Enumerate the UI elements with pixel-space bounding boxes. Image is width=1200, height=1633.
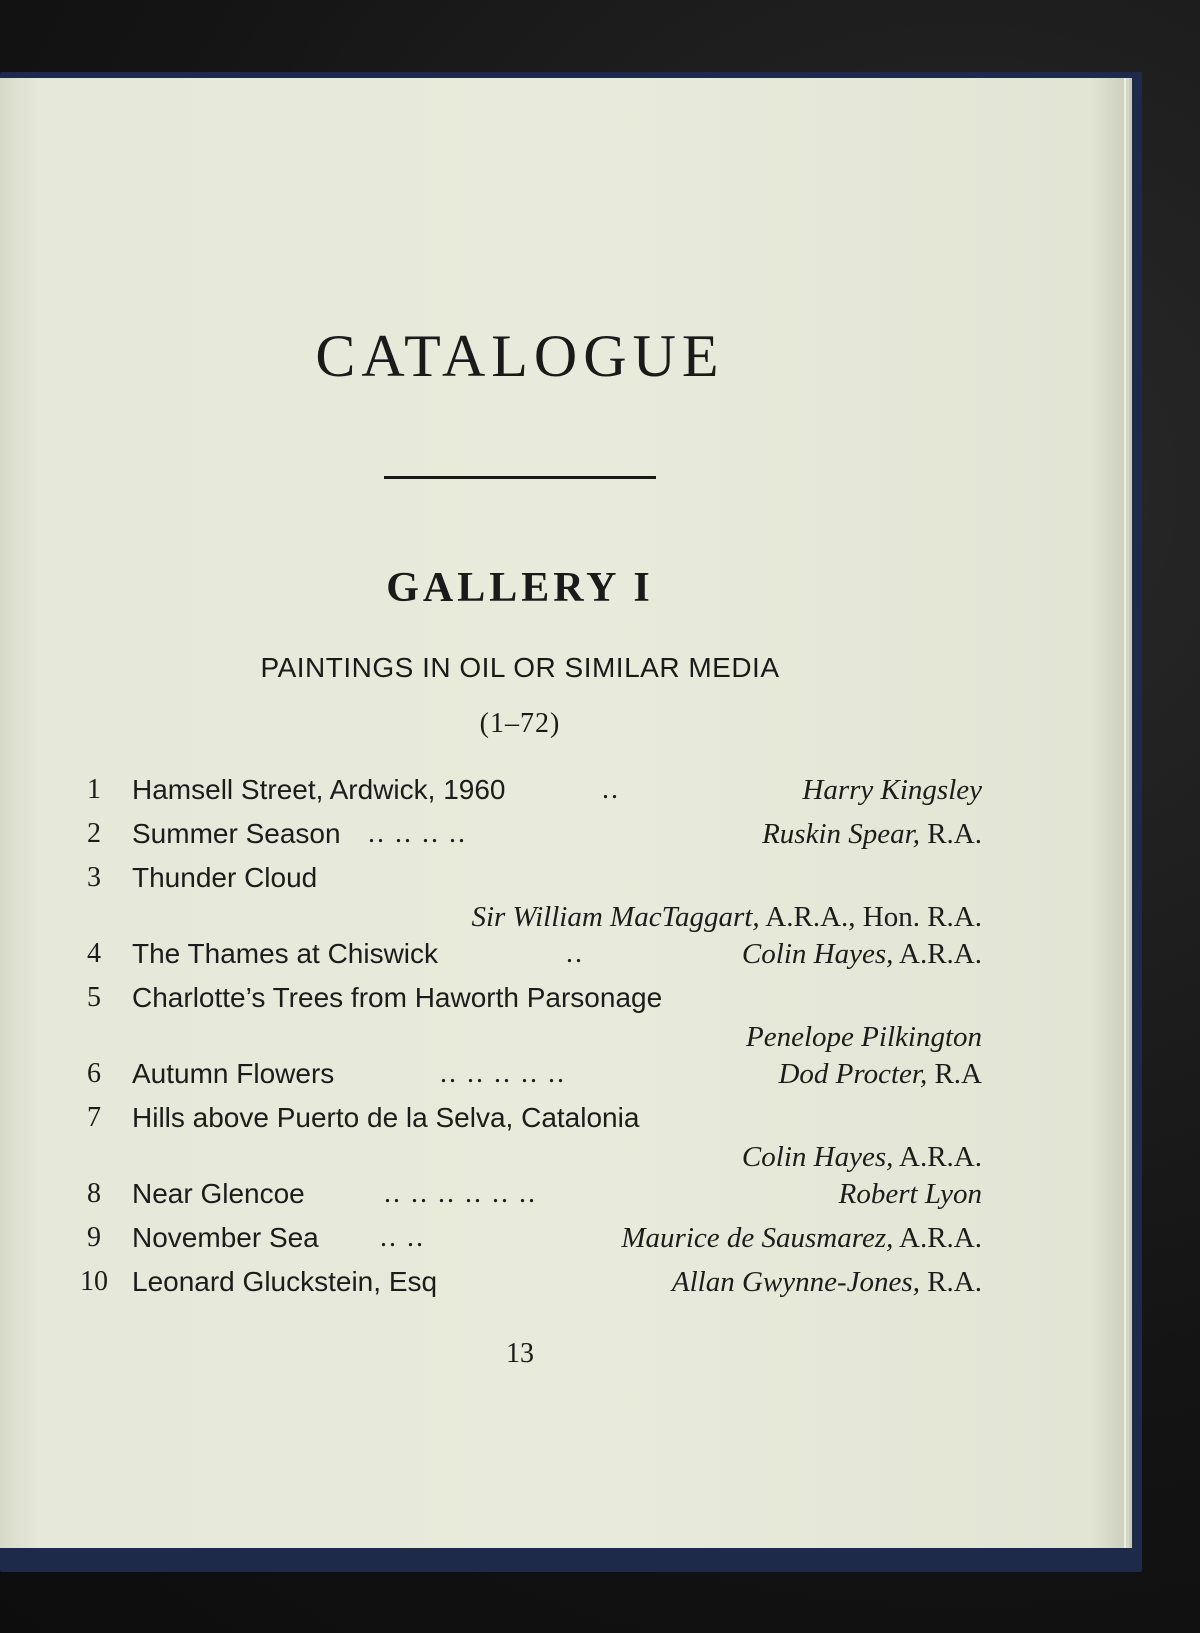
- gallery-title: GALLERY I: [386, 565, 654, 611]
- entry-number: 9: [87, 1222, 101, 1253]
- catalogue-entry: [74, 1216, 982, 1260]
- entry-number: 8: [87, 1178, 101, 1209]
- entry-title: Leonard Gluckstein, Esq: [132, 1266, 438, 1297]
- artist-name: Colin Hayes,: [741, 938, 894, 970]
- entry-artist: [778, 1052, 982, 1096]
- artist-suffix: R.A.: [919, 1266, 982, 1298]
- entry-title: Thunder Cloud: [132, 862, 318, 893]
- catalogue-entry: [74, 856, 982, 932]
- leader-dots: .. .. .. .. ..: [440, 1058, 566, 1089]
- entry-title: Autumn Flowers: [132, 1058, 335, 1089]
- catalogue-entry: [74, 768, 982, 812]
- artist-suffix: A.R.A.: [893, 938, 982, 970]
- page-content: [0, 78, 1124, 1548]
- entry-artist: [746, 1021, 982, 1053]
- artist-name: Harry Kingsley: [802, 774, 982, 806]
- artist-suffix: R.A: [927, 1058, 982, 1090]
- artist-suffix: A.R.A.: [893, 1222, 982, 1254]
- entry-title: Near Glencoe: [132, 1178, 305, 1209]
- catalogue-entry: [74, 1172, 982, 1216]
- entry-artist: [839, 1172, 982, 1216]
- artist-suffix: R.A.: [919, 818, 982, 850]
- entry-artist: [471, 901, 982, 933]
- entry-number: 7: [87, 1102, 101, 1133]
- catalogue-entry: [74, 1052, 982, 1096]
- title-rule: [384, 476, 656, 479]
- section-subtitle: PAINTINGS IN OIL OR SIMILAR MEDIA: [260, 652, 780, 683]
- page-heading: CATALOGUE: [315, 323, 725, 389]
- leader-dots: ..: [566, 938, 584, 969]
- artist-suffix: A.R.A., Hon. R.A.: [759, 901, 982, 933]
- catalogue-entry: [74, 976, 982, 1052]
- artist-name: Ruskin Spear,: [762, 818, 920, 850]
- catalogue-entry: [74, 1260, 982, 1304]
- artist-name: Colin Hayes,: [741, 1141, 894, 1173]
- entry-number: 1: [87, 774, 101, 805]
- leader-dots: .. .. .. ..: [368, 818, 467, 849]
- artist-name: Robert Lyon: [838, 1178, 982, 1210]
- entry-artist: [802, 768, 982, 812]
- catalogue-entry: [74, 932, 982, 976]
- book-page: [0, 78, 1124, 1548]
- catalogue-entry: [74, 1096, 982, 1172]
- entry-title: The Thames at Chiswick: [132, 938, 439, 969]
- catalogue-range: (1–72): [479, 708, 561, 739]
- artist-name: Dod Procter,: [778, 1058, 928, 1090]
- entry-number: 4: [87, 938, 101, 969]
- entry-artist: [742, 1141, 982, 1173]
- entry-title: Hills above Puerto de la Selva, Catalonia: [132, 1102, 640, 1133]
- artist-name: Allan Gwynne-Jones,: [671, 1266, 920, 1298]
- entry-artist: [672, 1260, 982, 1304]
- entry-number: 2: [87, 818, 101, 849]
- entry-artist: [742, 932, 982, 976]
- entry-title: November Sea: [132, 1222, 319, 1253]
- artist-name: Sir William MacTaggart,: [471, 901, 760, 933]
- entry-artist: [621, 1216, 982, 1260]
- artist-name: Maurice de Sausmarez,: [621, 1222, 894, 1254]
- artist-suffix: A.R.A.: [893, 1141, 982, 1173]
- entry-number: 3: [87, 862, 101, 893]
- entry-number: 10: [80, 1266, 108, 1297]
- entry-title: Charlotte’s Trees from Haworth Parsonage: [132, 982, 663, 1013]
- entry-number: 5: [87, 982, 101, 1013]
- entry-artist: [762, 812, 982, 856]
- entry-number: 6: [87, 1058, 101, 1089]
- catalogue-entry: [74, 812, 982, 856]
- leader-dots: ..: [602, 774, 620, 805]
- entry-title: Summer Season: [132, 818, 341, 849]
- leader-dots: .. ..: [380, 1222, 425, 1253]
- catalogue-entries: [74, 768, 982, 1304]
- page-number: 13: [506, 1338, 534, 1369]
- leader-dots: .. .. .. .. .. ..: [384, 1178, 537, 1209]
- entry-title: Hamsell Street, Ardwick, 1960: [132, 774, 506, 805]
- artist-name: Penelope Pilkington: [746, 1021, 982, 1053]
